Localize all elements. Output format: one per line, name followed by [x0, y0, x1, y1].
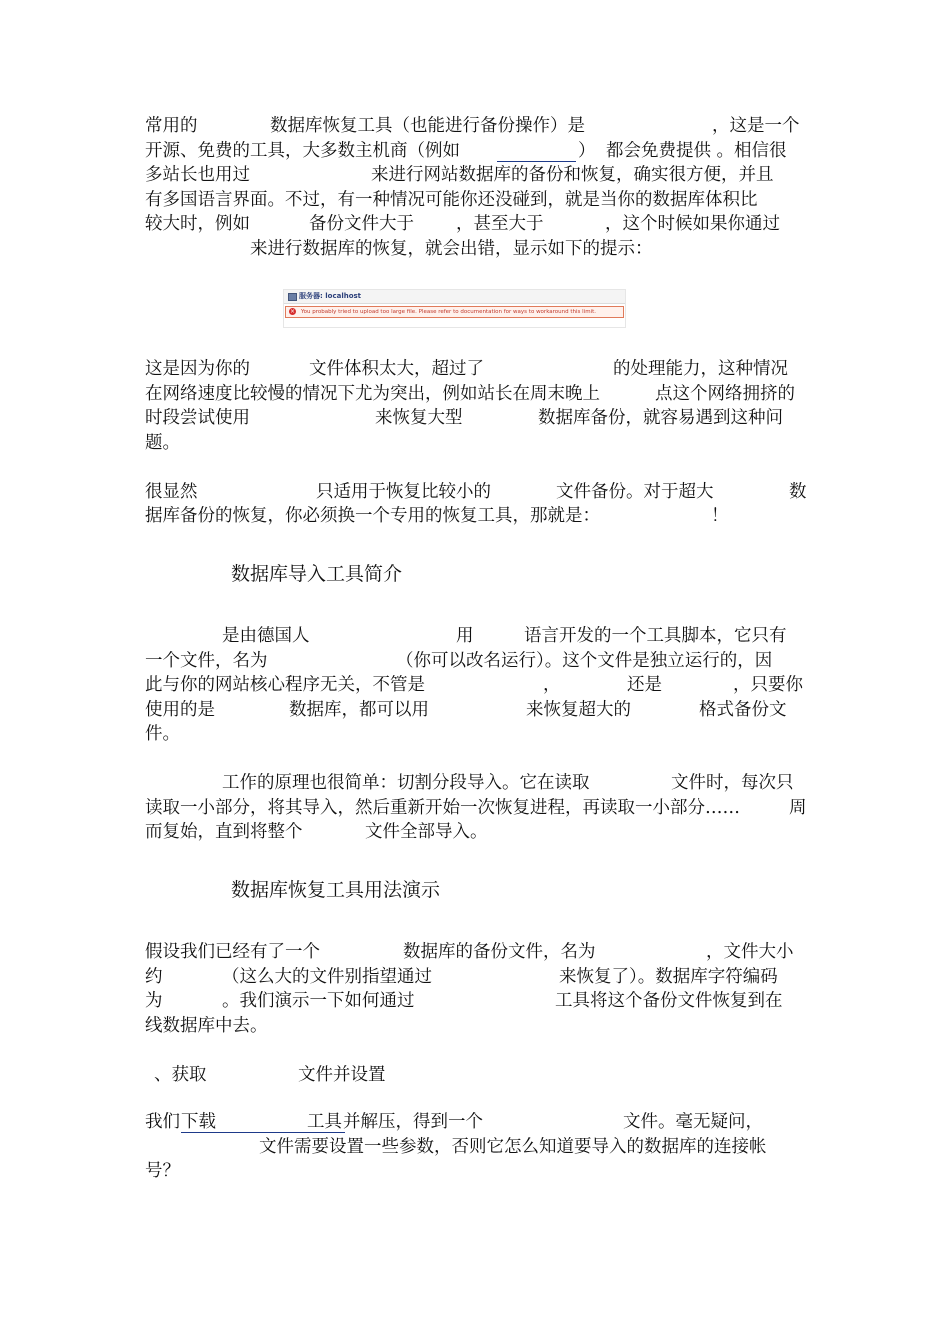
download-link[interactable]: 下载 — [181, 1112, 216, 1132]
text-segment: 约 — [145, 967, 163, 987]
text-segment: 文件全部导入。 — [365, 822, 488, 842]
text-segment: 来恢复了）。数据库字符编码 — [559, 967, 778, 987]
text-segment: 文件并设置 — [298, 1065, 386, 1085]
text-segment: 读取一小部分，将其导入，然后重新开始一次恢复进程，再读取一小部分…… — [145, 798, 740, 818]
text-segment: 数据库恢复工具（也能进行备份操作）是 — [270, 116, 585, 136]
text-segment: 为 — [145, 991, 163, 1011]
text-segment: 文件时，每次只 — [671, 773, 794, 793]
text-segment: 工作的原理也很简单：切割分段导入。它在读取 — [222, 773, 590, 793]
text-segment: 来恢复超大的 — [526, 700, 631, 720]
text-segment: 而复始，直到将整个 — [145, 822, 303, 842]
section-heading-intro: 数据库导入工具简介 — [231, 563, 403, 585]
error-box — [285, 306, 624, 318]
text-segment: ，文件大小 — [706, 942, 794, 962]
text-segment: （你可以改名运行）。这个文件是独立运行的，因 — [396, 651, 773, 671]
text-segment: 数据库备份，就容易遇到这种问 — [538, 408, 783, 428]
text-segment: ，甚至大于 — [456, 214, 544, 234]
text-segment: 数据库的备份文件，名为 — [403, 942, 596, 962]
text-segment: 有多国语言界面。不过，有一种情况可能你还没碰到，就是当你的数据库体积比 — [145, 190, 758, 210]
text-segment: 件。 — [145, 724, 180, 744]
text-segment: 这是因为你的 — [145, 359, 250, 379]
text-segment: 语言开发的一个工具脚本，它只有 — [524, 626, 787, 646]
text-segment: 线数据库中去。 — [145, 1016, 268, 1036]
text-segment: 多站长也用过 — [145, 165, 250, 185]
text-segment: 格式备份文 — [699, 700, 787, 720]
text-segment: 文件体积太大，超过了 — [309, 359, 484, 379]
error-icon: × — [289, 308, 296, 315]
text-segment: 是由德国人 — [222, 626, 310, 646]
text-segment: ， — [543, 675, 561, 695]
text-segment: 只适用于恢复比较小的 — [316, 482, 491, 502]
text-segment: 时段尝试使用 — [145, 408, 250, 428]
text-segment: 常用的 — [145, 116, 198, 136]
text-segment: 来进行网站数据库的备份和恢复，确实很方便，并且 — [371, 165, 774, 185]
text-segment: 号？ — [145, 1161, 180, 1181]
server-bar — [284, 290, 625, 304]
text-segment: 文件需要设置一些参数，否则它怎么知道要导入的数据库的连接帐 — [259, 1137, 767, 1157]
text-segment: 假设我们已经有了一个 — [145, 942, 320, 962]
text-segment: 来恢复大型 — [375, 408, 463, 428]
text-segment: （这么大的文件别指望通过 — [222, 967, 432, 987]
text-segment: ，这个时候如果你通过 — [605, 214, 780, 234]
server-label: 服务器: localhost — [299, 292, 362, 300]
text-segment: 来进行数据库的恢复，就会出错，显示如下的提示： — [250, 239, 653, 259]
text-segment: 开源、免费的工具，大多数主机商（例如 — [145, 141, 460, 161]
text-segment: 的处理能力，这种情况 — [613, 359, 788, 379]
text-segment: 一个文件，名为 — [145, 651, 268, 671]
text-segment: 备份文件大于 — [309, 214, 414, 234]
text-segment: 都会免费提供 。相信很 — [606, 141, 787, 161]
text-segment: ） — [578, 141, 596, 161]
hyperlink-underline[interactable] — [497, 161, 576, 162]
error-message: You probably tried to upload too large file. Please refer to documentation for ways to workaround this limit. — [301, 309, 596, 315]
text-segment: 题。 — [145, 433, 180, 453]
text-segment: 。我们演示一下如何通过 — [222, 991, 415, 1011]
section-heading-demo: 数据库恢复工具用法演示 — [231, 879, 441, 901]
text-segment: 还是 — [627, 675, 662, 695]
text-segment: 周 — [789, 798, 807, 818]
text-segment: 、获取 — [154, 1065, 207, 1085]
tool-link[interactable]: 工具 — [307, 1112, 342, 1132]
text-segment: 使用的是 — [145, 700, 215, 720]
server-icon — [288, 293, 297, 301]
text-segment: 工具将这个备份文件恢复到在 — [555, 991, 783, 1011]
text-segment: 文件。毫无疑问， — [623, 1112, 763, 1132]
error-screenshot — [283, 289, 626, 328]
text-segment: 并解压，得到一个 — [343, 1112, 483, 1132]
text-segment: 点这个网络拥挤的 — [655, 384, 795, 404]
text-segment: 较大时，例如 — [145, 214, 250, 234]
text-segment: 数据库，都可以用 — [289, 700, 429, 720]
text-segment: 我们 — [145, 1112, 180, 1132]
text-segment: ，只要你 — [733, 675, 803, 695]
text-segment: 据库备份的恢复，你必须换一个专用的恢复工具，那就是： — [145, 506, 600, 526]
text-segment: 在网络速度比较慢的情况下尤为突出，例如站长在周末晚上 — [145, 384, 600, 404]
text-segment: 很显然 — [145, 482, 198, 502]
text-segment: 文件备份。对于超大 — [556, 482, 714, 502]
download-link-underline[interactable] — [181, 1132, 345, 1133]
text-segment: ，这是一个 — [712, 116, 800, 136]
text-segment: 数 — [789, 482, 807, 502]
text-segment: ！ — [711, 506, 729, 526]
text-segment: 用 — [456, 626, 474, 646]
text-segment: 此与你的网站核心程序无关，不管是 — [145, 675, 425, 695]
